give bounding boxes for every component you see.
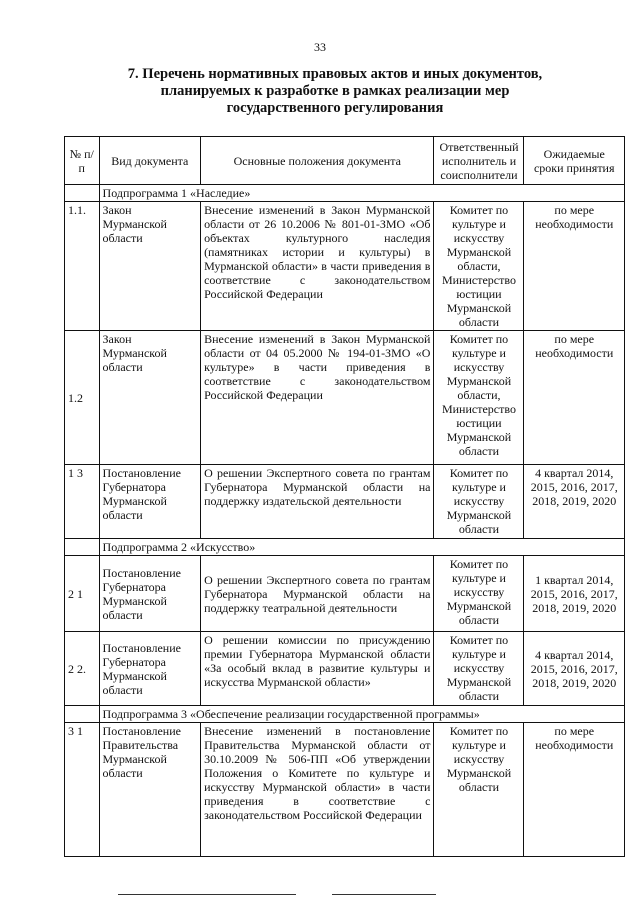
subprogram-title: Подпрограмма 3 «Обеспечение реализации государственной программы» <box>99 706 624 723</box>
subprogram-title: Подпрограмма 2 «Искусство» <box>99 539 624 556</box>
row-deadline: 4 квартал 2014, 2015, 2016, 2017, 2018, 2019, 2020 <box>524 465 625 539</box>
heading-line-2: планируемых к разработке в рамках реализации мер <box>160 83 510 99</box>
row-doc-type: Постановление Правительства Мурманской области <box>99 723 201 857</box>
header-provisions: Основные положения документа <box>201 137 434 185</box>
row-executor: Комитет по культуре и искусству Мурманской области, Министерство юстиции Мурманской области <box>434 331 524 465</box>
row-deadline: 1 квартал 2014, 2015, 2016, 2017, 2018, 2019, 2020 <box>524 556 625 632</box>
table-row <box>65 556 625 632</box>
subprogram-row <box>65 539 625 556</box>
row-executor: Комитет по культуре и искусству Мурманской области <box>434 465 524 539</box>
table-row <box>65 465 625 539</box>
row-num: 2 2. <box>65 632 100 706</box>
row-doc-type: Постановление Губернатора Мурманской области <box>99 556 201 632</box>
row-doc-type: Закон Мурманской области <box>99 331 201 465</box>
subprogram-row <box>65 185 625 202</box>
heading-line-3: государственного регулирования <box>226 100 444 116</box>
header-num: № п/п <box>65 137 100 185</box>
table-row <box>65 632 625 706</box>
table-row <box>65 331 625 465</box>
row-doc-type: Постановление Губернатора Мурманской области <box>99 465 201 539</box>
page-number: 33 <box>314 40 326 54</box>
subprogram-row <box>65 706 625 723</box>
documents-table <box>64 136 625 857</box>
row-doc-type: Закон Мурманской области <box>99 202 201 331</box>
row-provisions: Внесение изменений в Закон Мурманской области от 26 10.2006 № 801-01-ЗМО «Об объектах культурного наследия (памятниках истории и культуры) в Мурманской области» в части приведения в соответствие с законодательством Российской Федерации <box>201 202 434 331</box>
table-row <box>65 202 625 331</box>
section-heading <box>100 66 570 117</box>
row-provisions: Внесение изменений в постановление Правительства Мурманской области от 30.10.2009 № 506-ПП «Об утверждении Положения о Комитете по культуре и искусству Мурманской области» в части приведения в соответствие с законодательством Российской Федерации <box>201 723 434 857</box>
row-num: 2 1 <box>65 556 100 632</box>
row-executor: Комитет по культуре и искусству Мурманской области <box>434 723 524 857</box>
header-executor: Ответственный исполнитель и соисполнители <box>434 137 524 185</box>
header-deadline: Ожидаемые сроки принятия <box>524 137 625 185</box>
row-deadline: по мере необходимости <box>524 723 625 857</box>
footer-rule-right <box>332 894 436 895</box>
row-provisions: Внесение изменений в Закон Мурманской области от 04 05.2000 № 194-01-ЗМО «О культуре» в части приведения в соответствие с законодательством Российской Федерации <box>201 331 434 465</box>
footer-rule-left <box>118 894 296 895</box>
row-provisions: О решении Экспертного совета по грантам Губернатора Мурманской области на поддержку издательской деятельности <box>201 465 434 539</box>
row-num: 1.1. <box>65 202 100 331</box>
row-deadline: по мере необходимости <box>524 331 625 465</box>
subprogram-title: Подпрограмма 1 «Наследие» <box>99 185 624 202</box>
table-row <box>65 723 625 857</box>
row-executor: Комитет по культуре и искусству Мурманской области <box>434 556 524 632</box>
row-num: 1.2 <box>65 331 100 465</box>
row-executor: Комитет по культуре и искусству Мурманской области <box>434 632 524 706</box>
row-provisions: О решении Экспертного совета по грантам Губернатора Мурманской области на поддержку театральной деятельности <box>201 556 434 632</box>
row-executor: Комитет по культуре и искусству Мурманской области, Министерство юстиции Мурманской области <box>434 202 524 331</box>
row-deadline: 4 квартал 2014, 2015, 2016, 2017, 2018, 2019, 2020 <box>524 632 625 706</box>
header-doc-type: Вид документа <box>99 137 201 185</box>
row-provisions: О решении комиссии по присуждению премии Губернатора Мурманской области «За особый вклад в развитие культуры и искусства Мурманской области» <box>201 632 434 706</box>
row-doc-type: Постановление Губернатора Мурманской области <box>99 632 201 706</box>
row-num: 3 1 <box>65 723 100 857</box>
row-deadline: по мере необходимости <box>524 202 625 331</box>
table-header-row <box>65 137 625 185</box>
heading-line-1: 7. Перечень нормативных правовых актов и иных документов, <box>127 66 543 82</box>
row-num: 1 3 <box>65 465 100 539</box>
